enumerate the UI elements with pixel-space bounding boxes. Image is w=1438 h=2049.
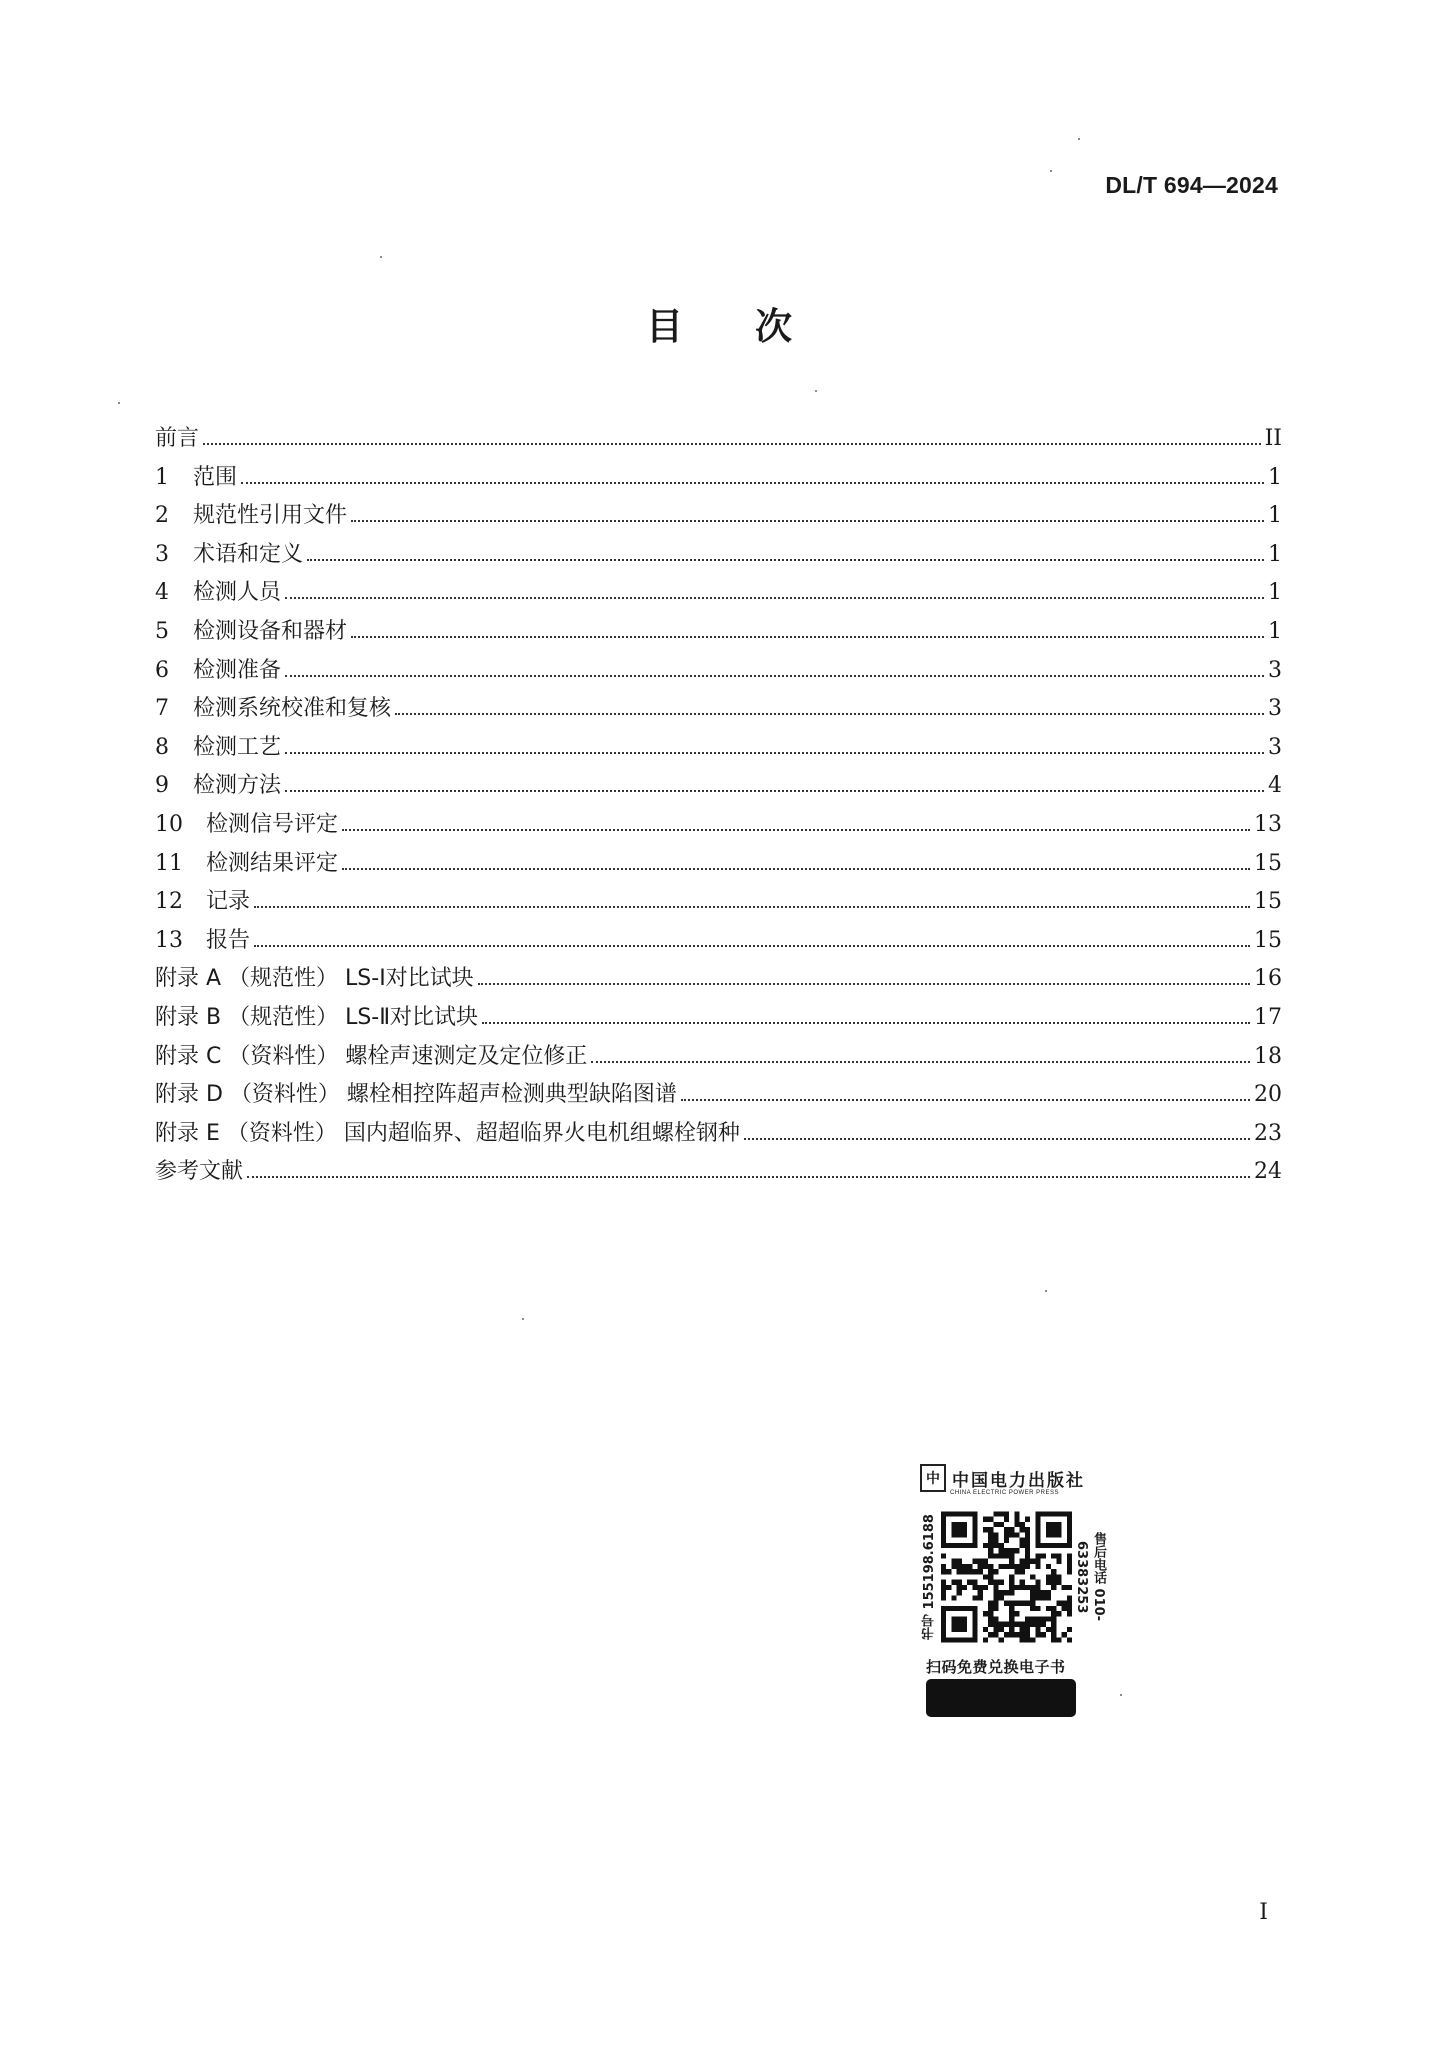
toc-entry-page: 16 (1254, 966, 1282, 992)
toc-entry[interactable] (155, 1038, 1282, 1077)
toc-title (0, 296, 1438, 350)
toc-entry-page: 24 (1254, 1159, 1282, 1185)
toc-entry[interactable] (155, 845, 1282, 884)
publisher-qr-block (920, 1462, 1108, 1717)
page-number: I (1259, 1900, 1268, 1925)
toc-entry[interactable] (155, 690, 1282, 729)
toc-entry-page: 15 (1254, 850, 1282, 876)
toc-entry-number: 3 (155, 541, 169, 567)
toc-entry-label: 报告 (206, 927, 251, 953)
toc-entry[interactable] (155, 806, 1282, 845)
redacted-label (926, 1679, 1076, 1717)
scan-speck (1045, 1290, 1047, 1292)
toc-entry-label: 附录 A （规范性） LS-Ⅰ对比试块 (155, 966, 474, 992)
qr-code[interactable] (941, 1502, 1072, 1652)
toc-entry-label: 检测准备 (193, 657, 282, 683)
toc-entry-number: 1 (155, 464, 169, 490)
toc-entry-label: 检测工艺 (193, 734, 282, 760)
toc-leader-dots (285, 751, 1264, 754)
scan-speck (1050, 170, 1052, 172)
toc-entry-page: 17 (1254, 1004, 1282, 1030)
toc-entry-page: 3 (1268, 657, 1282, 683)
toc-entry-number: 7 (155, 696, 169, 722)
toc-leader-dots (254, 944, 1250, 947)
scan-speck (815, 390, 817, 392)
toc-entry-label: 检测系统校准和复核 (193, 696, 392, 722)
scan-speck (1078, 138, 1080, 140)
toc-entry-label: 记录 (206, 889, 251, 915)
toc-entry-page: 3 (1268, 696, 1282, 722)
toc-title-char-1: 目 (646, 305, 683, 348)
book-number-text: 书号 155198.6188 (922, 1514, 937, 1640)
toc-leader-dots (342, 828, 1250, 831)
qr-row (920, 1502, 1108, 1652)
toc-entry-label: 检测设备和器材 (193, 618, 348, 644)
scan-speck (118, 402, 120, 404)
toc-leader-dots (285, 596, 1264, 599)
toc-entry[interactable] (155, 999, 1282, 1038)
toc-entry-page: 1 (1268, 618, 1282, 644)
toc-entry-page: 1 (1268, 503, 1282, 529)
toc-entry-page: 4 (1268, 773, 1282, 799)
toc-entry[interactable] (155, 574, 1282, 613)
toc-entry-label: 参考文献 (155, 1159, 244, 1185)
publisher-emblem-icon: 中 (920, 1464, 946, 1492)
toc-leader-dots (351, 635, 1264, 638)
toc-entry-number: 13 (155, 927, 183, 953)
toc-entry[interactable] (155, 420, 1282, 459)
toc-entry-label: 检测方法 (193, 773, 282, 799)
toc-leader-dots (482, 1021, 1250, 1024)
toc-entry-page: 15 (1254, 927, 1282, 953)
toc-entry-page: 1 (1268, 464, 1282, 490)
toc-leader-dots (254, 905, 1250, 908)
toc-entry-number: 2 (155, 503, 169, 529)
toc-entry[interactable] (155, 767, 1282, 806)
toc-leader-dots (241, 481, 1264, 484)
toc-entry[interactable] (155, 1115, 1282, 1154)
toc-entry-label: 检测信号评定 (206, 811, 339, 837)
toc-entry-page: 3 (1268, 734, 1282, 760)
toc-entry[interactable] (155, 459, 1282, 498)
toc-entry-page: 20 (1254, 1082, 1282, 1108)
toc-entry-label: 范围 (193, 464, 238, 490)
toc-entry-label: 附录 D （资料性） 螺栓相控阵超声检测典型缺陷图谱 (155, 1082, 677, 1108)
toc-entry[interactable] (155, 883, 1282, 922)
toc-entry-number: 5 (155, 618, 169, 644)
toc-leader-dots (351, 519, 1264, 522)
scan-speck (522, 1318, 524, 1320)
toc-entry[interactable] (155, 497, 1282, 536)
toc-leader-dots (395, 712, 1264, 715)
toc-entry[interactable] (155, 922, 1282, 961)
toc-entry[interactable] (155, 652, 1282, 691)
toc-entry-label: 规范性引用文件 (193, 503, 348, 529)
toc-entry-label: 检测人员 (193, 580, 282, 606)
toc-leader-dots (203, 442, 1261, 445)
toc-leader-dots (342, 867, 1250, 870)
toc-entry[interactable] (155, 1153, 1282, 1192)
toc-leader-dots (285, 789, 1264, 792)
document-number: DL/T 694—2024 (1105, 172, 1278, 198)
toc-entry[interactable] (155, 1076, 1282, 1115)
toc-leader-dots (307, 558, 1264, 561)
toc-entry[interactable] (155, 729, 1282, 768)
toc-entry-number: 12 (155, 889, 183, 915)
toc-entry-page: 15 (1254, 889, 1282, 915)
toc-entry-page: 1 (1268, 580, 1282, 606)
toc-entry[interactable] (155, 960, 1282, 999)
toc-entry-number: 8 (155, 734, 169, 760)
service-phone-text: 售后电话 010-63383253 (1074, 1532, 1106, 1622)
toc-title-char-2: 次 (755, 305, 792, 348)
scan-speck (380, 256, 382, 258)
toc-leader-dots (591, 1060, 1250, 1063)
toc-entry-page: 18 (1254, 1043, 1282, 1069)
toc-entry-number: 10 (155, 811, 183, 837)
toc-entry-label: 附录 E （资料性） 国内超临界、超超临界火电机组螺栓钢种 (155, 1120, 740, 1146)
qr-caption: 扫码免费兑换电子书 (926, 1658, 1066, 1676)
toc-entry-page: 23 (1254, 1120, 1282, 1146)
toc-entry-page: 13 (1254, 811, 1282, 837)
toc-entry-label: 前言 (155, 426, 200, 451)
toc-entry-number: 9 (155, 773, 169, 799)
toc-entry-number: 6 (155, 657, 169, 683)
toc-leader-dots (744, 1137, 1250, 1140)
toc-entry-page: 1 (1268, 541, 1282, 567)
toc-entry[interactable] (155, 613, 1282, 652)
toc-entry-label: 附录 B （规范性） LS-Ⅱ对比试块 (155, 1004, 479, 1030)
scan-speck (1120, 1694, 1122, 1696)
toc-entry-number: 4 (155, 580, 169, 606)
toc-entry-number: 11 (155, 850, 183, 876)
toc-entry-page: II (1264, 426, 1282, 451)
toc-entry[interactable] (155, 536, 1282, 575)
toc-leader-dots (285, 674, 1264, 677)
toc-leader-dots (681, 1098, 1250, 1101)
table-of-contents (155, 420, 1282, 1192)
publisher-english-name: CHINA ELECTRIC POWER PRESS (950, 1490, 1060, 1496)
toc-leader-dots (478, 982, 1250, 985)
toc-entry-label: 术语和定义 (193, 541, 304, 567)
publisher-name: 中国电力出版社 (952, 1470, 1085, 1491)
toc-entry-label: 检测结果评定 (206, 850, 339, 876)
toc-entry-label: 附录 C （资料性） 螺栓声速测定及定位修正 (155, 1043, 588, 1069)
toc-leader-dots (247, 1175, 1250, 1178)
